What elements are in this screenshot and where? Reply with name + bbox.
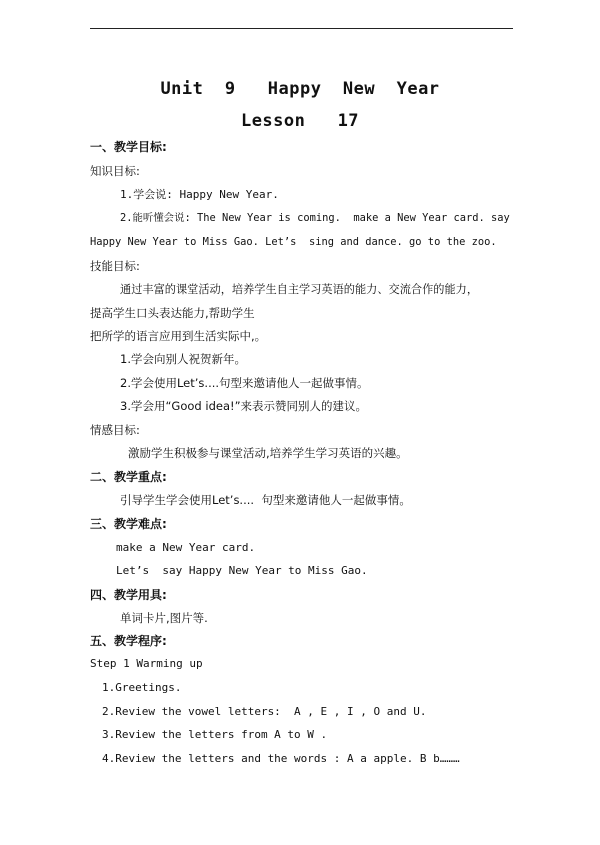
- key-points-text: 引导学生学会使用Let’s.... 句型来邀请他人一起做事情。: [120, 493, 411, 507]
- knowledge-goals-label: 知识目标:: [90, 164, 140, 178]
- materials-text: 单词卡片,图片等.: [120, 611, 208, 625]
- skill-item-2: 2.学会使用Let’s....句型来邀请他人一起做事情。: [120, 376, 369, 390]
- header-rule: [90, 28, 513, 29]
- section-materials-heading: 四、教学用具:: [90, 588, 167, 602]
- step-1-title: Step 1 Warming up: [90, 657, 203, 670]
- skill-text-b: 提高学生口头表达能力,帮助学生: [90, 306, 255, 320]
- section-difficulties-heading: 三、教学难点:: [90, 517, 167, 531]
- lesson-title: Lesson 17: [240, 111, 360, 131]
- unit-title: Unit 9 Happy New Year: [160, 79, 440, 99]
- emotion-goals-label: 情感目标:: [90, 423, 140, 437]
- emotion-goals-text: 激励学生积极参与课堂活动,培养学生学习英语的兴趣。: [128, 446, 408, 460]
- knowledge-item-2-cont: Happy New Year to Miss Gao. Let’s sing and dance. go to the zoo.: [90, 236, 497, 248]
- section-objectives-heading: 一、教学目标:: [90, 140, 167, 154]
- step-1-item-2: 2.Review the vowel letters: A , E , I , O and U.: [102, 705, 427, 718]
- difficulty-item-1: make a New Year card.: [116, 541, 256, 554]
- section-key-points-heading: 二、教学重点:: [90, 470, 167, 484]
- skill-text-a: 通过丰富的课堂活动，培养学生自主学习英语的能力、交流合作的能力，: [120, 283, 479, 296]
- section-procedure-heading: 五、教学程序:: [90, 634, 167, 648]
- knowledge-item-1: 1.学会说: Happy New Year.: [120, 188, 279, 201]
- skill-text-c: 把所学的语言应用到生活实际中,。: [90, 329, 267, 343]
- difficulty-item-2: Let’s say Happy New Year to Miss Gao.: [116, 564, 368, 577]
- skill-item-3: 3.学会用“Good idea!”来表示赞同别人的建议。: [120, 399, 368, 413]
- step-1-item-1: 1.Greetings.: [102, 681, 182, 694]
- step-1-item-4: 4.Review the letters and the words : A a apple. B b………: [102, 752, 460, 765]
- skill-goals-label: 技能目标:: [90, 259, 140, 273]
- knowledge-item-2: 2.能听懂会说: The New Year is coming. make a New Year card. say: [120, 212, 510, 224]
- skill-item-1: 1.学会向别人祝贺新年。: [120, 352, 246, 366]
- step-1-item-3: 3.Review the letters from A to W .: [102, 728, 328, 741]
